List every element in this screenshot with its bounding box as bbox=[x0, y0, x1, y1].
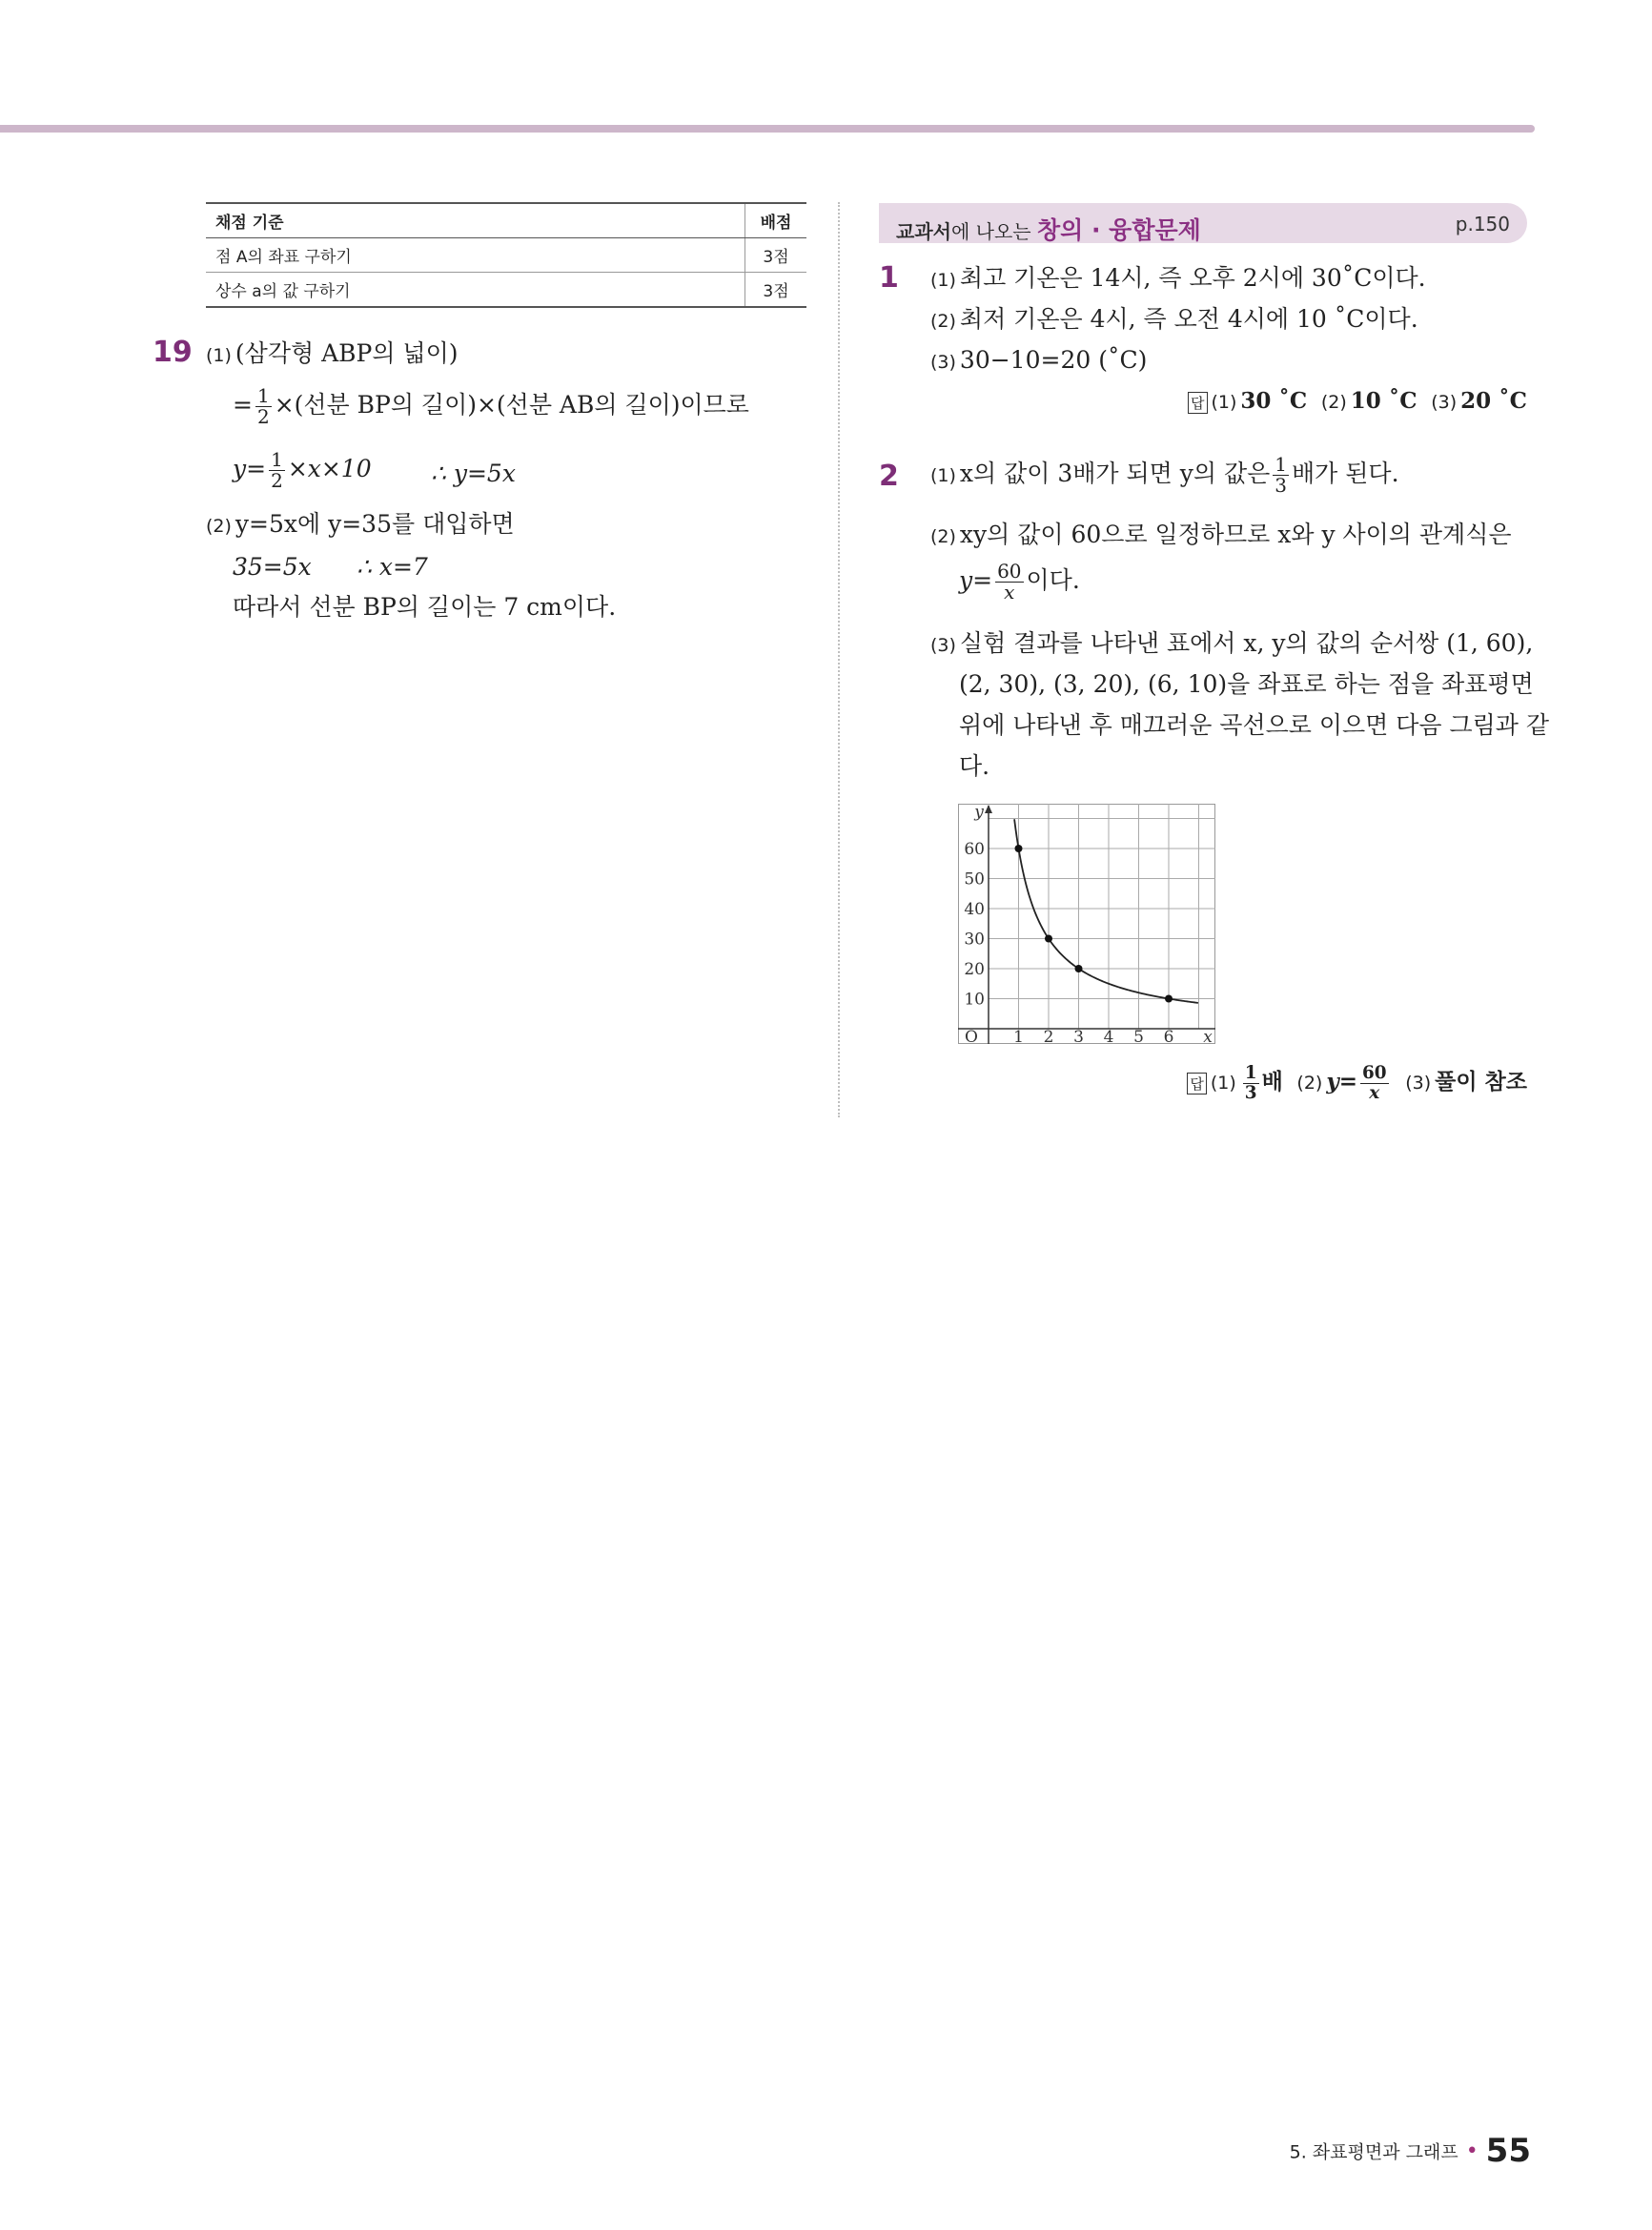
y-axis-label: y bbox=[974, 804, 984, 822]
p1-answer: 답 (1) 30 ˚C (2) 10 ˚C (3) 20 ˚C bbox=[1188, 388, 1527, 414]
footer-bullet: • bbox=[1465, 2138, 1479, 2163]
points-cell: 3점 bbox=[745, 238, 807, 273]
x-tick-label: 2 bbox=[1043, 1028, 1054, 1044]
table-row bbox=[206, 273, 806, 308]
p19-line6: 따라서 선분 BP의 길이는 7 cm이다. bbox=[233, 593, 617, 621]
p2-line5: (2, 30), (3, 20), (6, 10)을 좌표로 하는 점을 좌표평면 bbox=[959, 670, 1534, 698]
page-footer bbox=[1290, 2132, 1531, 2170]
p2-line7: 다. bbox=[959, 752, 990, 780]
p1-line2: (2) 최저 기온은 4시, 즉 오전 4시에 10 ˚C이다. bbox=[930, 305, 1418, 333]
problem-number-19: 19 bbox=[153, 336, 193, 369]
section-title: 창의 · 융합문제 bbox=[1036, 216, 1201, 244]
inverse-proportion-graph bbox=[958, 804, 1215, 1044]
x-tick-label: 4 bbox=[1103, 1028, 1114, 1044]
y-tick-label: 60 bbox=[964, 840, 985, 859]
p2-line1: (1) x의 값이 3배가 되면 y의 값은 $\frac{1}{3}$ 배가 된다. bbox=[930, 453, 1399, 497]
p1-line3: (3) 30−10=20 (˚C) bbox=[930, 346, 1148, 374]
points-header: 배점 bbox=[745, 203, 807, 238]
y-tick-label: 10 bbox=[964, 990, 985, 1010]
data-point bbox=[1015, 845, 1023, 852]
graph-frame bbox=[959, 805, 1215, 1044]
criteria-cell: 점 A의 좌표 구하기 bbox=[206, 238, 745, 273]
x-tick-label: 6 bbox=[1163, 1028, 1174, 1044]
x-tick-label: 3 bbox=[1073, 1028, 1084, 1044]
chapter-label: 5. 좌표평면과 그래프 bbox=[1289, 2141, 1458, 2163]
p19-line2: = $\frac{1}{2}$ ×(선분 BP의 길이)×(선분 AB의 길이)이므로 bbox=[233, 384, 749, 428]
scoring-table bbox=[206, 202, 806, 308]
x-tick-label: 1 bbox=[1013, 1028, 1024, 1044]
data-point bbox=[1045, 935, 1052, 943]
top-rule bbox=[0, 125, 1535, 133]
p19-line4: (2) y=5x에 y=35를 대입하면 bbox=[206, 510, 515, 538]
y-tick-label: 50 bbox=[964, 869, 985, 890]
data-point bbox=[1075, 965, 1083, 972]
p19-line1: (1) (삼각형 ABP의 넓이) bbox=[206, 339, 459, 367]
column-divider bbox=[838, 202, 840, 1117]
y-tick-label: 20 bbox=[964, 960, 985, 979]
fraction-sixty-over-x: $\frac{60}{x}$ bbox=[1361, 1063, 1387, 1103]
p19-line3: y= $\frac{1}{2}$ ×x×10 bbox=[233, 448, 372, 492]
x-axis-label: x bbox=[1203, 1028, 1213, 1044]
problem-number-1: 1 bbox=[879, 261, 899, 295]
page-number: 55 bbox=[1485, 2132, 1531, 2170]
p2-line4: (3) 실험 결과를 나타낸 표에서 x, y의 값의 순서쌍 (1, 60), bbox=[930, 629, 1534, 657]
y-tick-label: 30 bbox=[964, 930, 985, 950]
p19-line3-therefore: ∴ y=5x bbox=[431, 460, 516, 487]
fraction-sixty-over-x: $\frac{60}{x}$ bbox=[997, 560, 1022, 604]
x-tick-label: 5 bbox=[1133, 1028, 1144, 1044]
table-row bbox=[206, 238, 806, 273]
answer-icon: 답 bbox=[1188, 392, 1208, 414]
section-page-ref: p.150 bbox=[1455, 213, 1510, 235]
criteria-cell: 상수 a의 값 구하기 bbox=[206, 273, 745, 308]
data-point bbox=[1165, 995, 1173, 1003]
p19-line5: 35=5x bbox=[233, 553, 312, 581]
p19-line5-therefore: ∴ x=7 bbox=[357, 553, 428, 581]
y-axis-arrow bbox=[985, 805, 992, 813]
section-header: 교과서에 나오는 창의 · 융합문제 p.150 bbox=[879, 203, 1527, 243]
curve-y-equals-60-over-x bbox=[1014, 819, 1198, 1003]
points-cell: 3점 bbox=[745, 273, 807, 308]
fraction-one-third: $\frac{1}{3}$ bbox=[1244, 1063, 1257, 1103]
answer-icon: 답 bbox=[1187, 1073, 1207, 1095]
p2-answer: 답 (1) $\frac{1}{3}$ 배 (2) y= $\frac{60}{x}$ (3) 풀이 참조 bbox=[1187, 1064, 1527, 1102]
origin-label: O bbox=[965, 1028, 978, 1044]
problem-number-2: 2 bbox=[879, 460, 899, 493]
criteria-header: 채점 기준 bbox=[206, 203, 745, 238]
p2-line3: y= $\frac{60}{x}$ 이다. bbox=[959, 560, 1080, 604]
scoring-table-header bbox=[206, 203, 806, 238]
y-tick-label: 40 bbox=[964, 900, 985, 919]
fraction-one-half: $\frac{1}{2}$ bbox=[271, 448, 283, 492]
p2-line2: (2) xy의 값이 60으로 일정하므로 x와 y 사이의 관계식은 bbox=[930, 521, 1512, 548]
fraction-one-third: $\frac{1}{3}$ bbox=[1275, 453, 1288, 497]
fraction-one-half: $\frac{1}{2}$ bbox=[256, 384, 270, 428]
p1-line1: (1) 최고 기온은 14시, 즉 오후 2시에 30˚C이다. bbox=[930, 264, 1426, 292]
p2-line6: 위에 나타낸 후 매끄러운 곡선으로 이으면 다음 그림과 같 bbox=[959, 711, 1550, 739]
